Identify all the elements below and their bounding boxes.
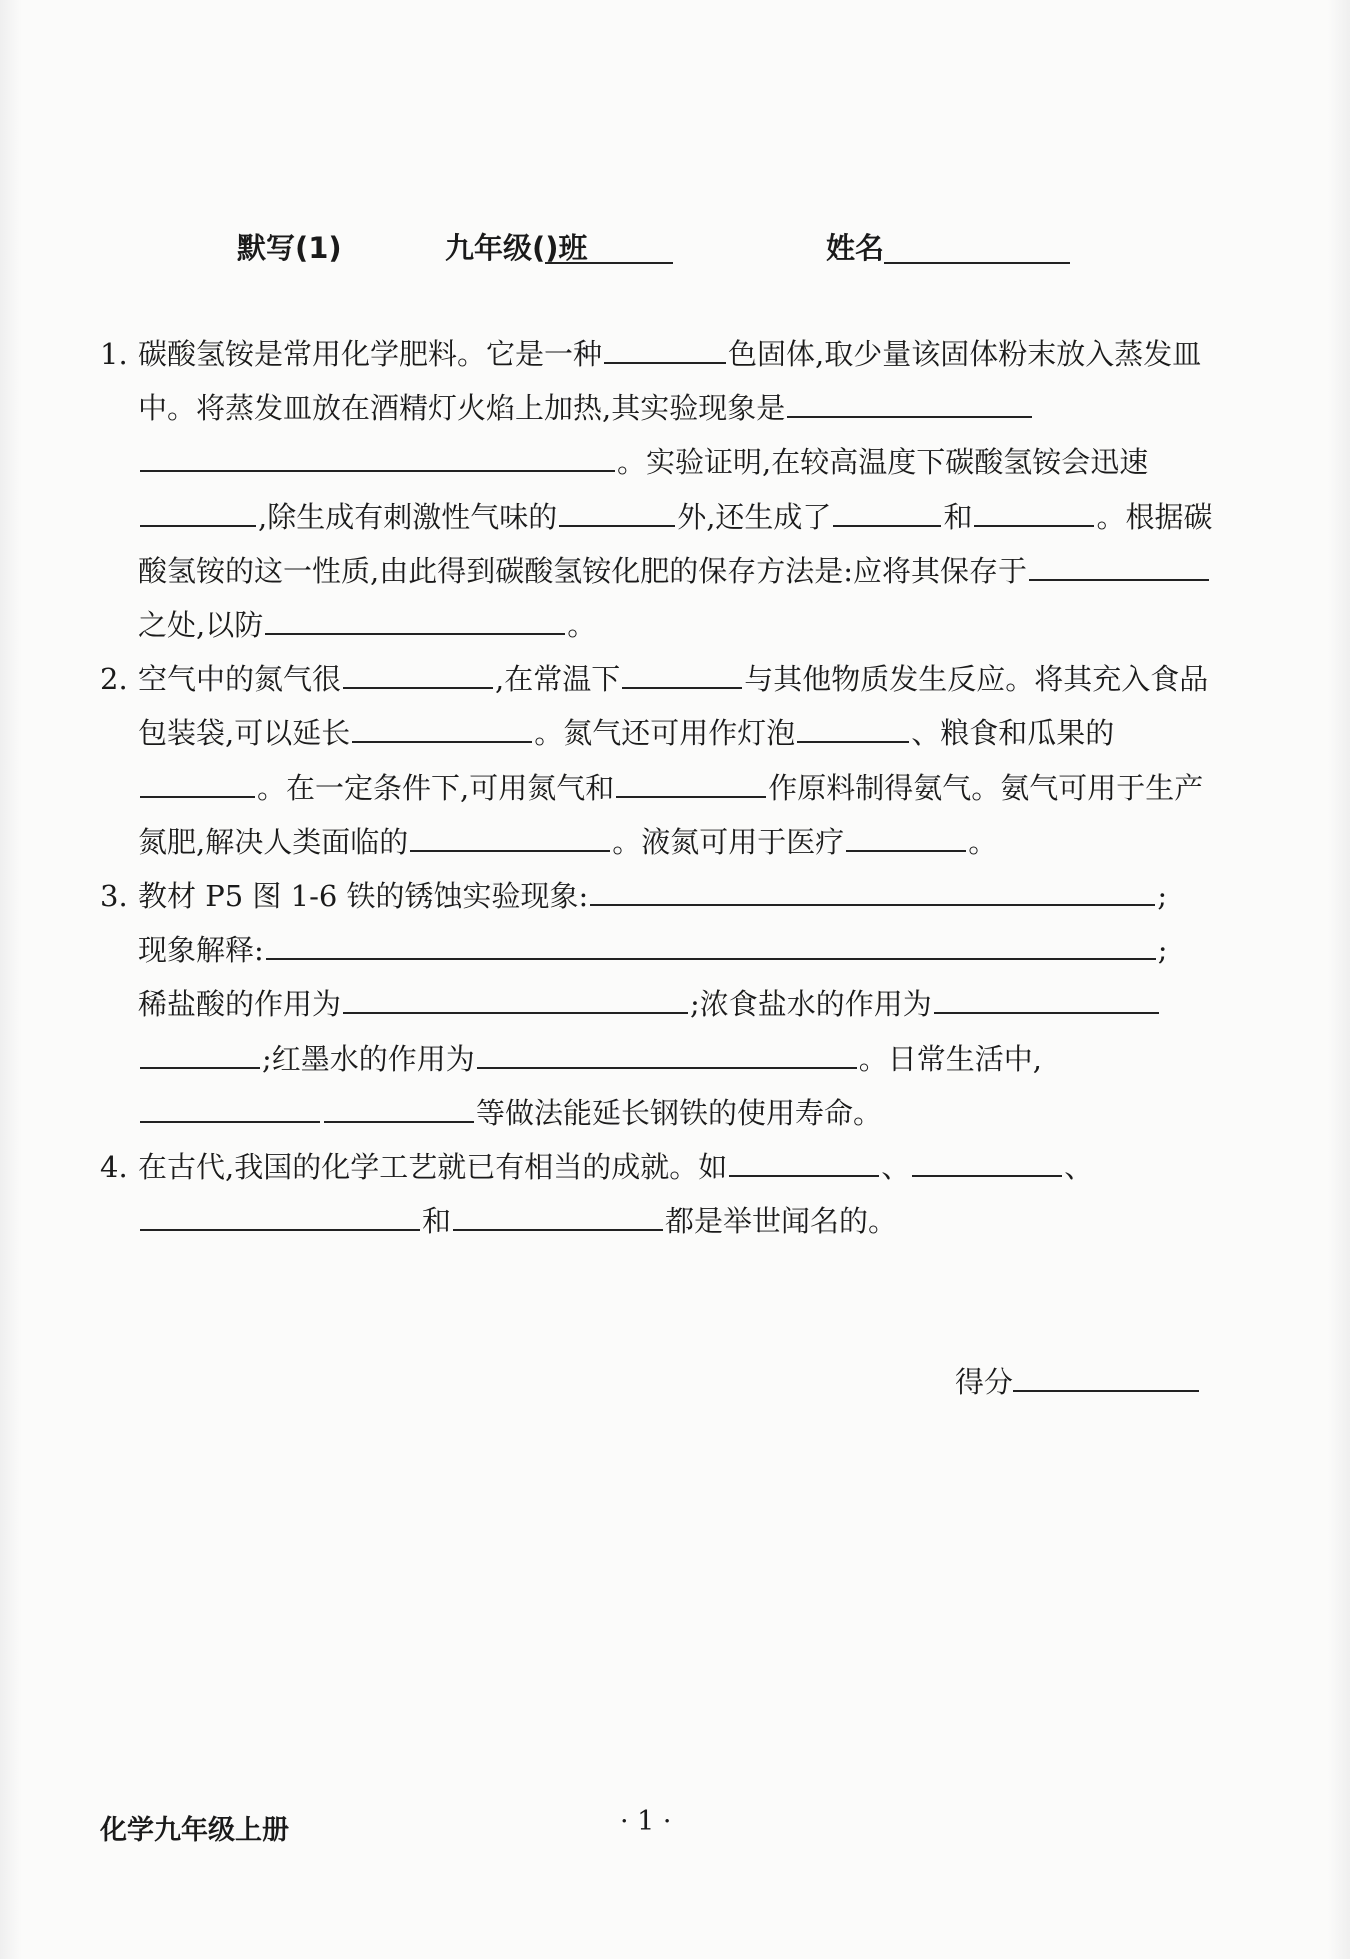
answer-blank[interactable] <box>559 501 675 527</box>
name-label: 姓名 <box>826 231 885 265</box>
scan-edge-right <box>1328 0 1350 1959</box>
answer-blank[interactable] <box>934 988 1159 1014</box>
question-4 <box>100 1140 1220 1248</box>
question-text: 。在一定条件下,可用氮气和 <box>257 770 615 805</box>
name-field <box>826 226 884 267</box>
question-text: 稀盐酸的作用为 <box>138 987 342 1022</box>
answer-blank[interactable] <box>140 446 615 472</box>
question-text: 。根据碳酸氢铵的这一性质,由此得到碳酸氢铵化肥的保存方法是:应将其保存于 <box>138 499 1213 588</box>
question-text: 。实验证明,在较高温度下碳酸氢铵会迅速 <box>617 445 1149 480</box>
question-number: 3. <box>100 879 128 914</box>
question-text: 、 <box>1064 1150 1094 1185</box>
class-field <box>445 226 588 267</box>
answer-blank[interactable] <box>410 826 610 852</box>
answer-blank[interactable] <box>352 717 532 743</box>
answer-blank[interactable] <box>324 1097 474 1123</box>
question-text: 作原料制得氨气。氨气可用于生产氮肥,解决人类面临的 <box>138 770 1204 859</box>
answer-blank[interactable] <box>477 1043 857 1069</box>
grade-suffix: )班 <box>545 231 588 265</box>
answer-blank[interactable] <box>604 338 726 364</box>
question-2 <box>100 652 1220 869</box>
page-number: · 1 · <box>620 1806 672 1837</box>
answer-blank[interactable] <box>140 1043 260 1069</box>
answer-blank[interactable] <box>974 501 1094 527</box>
question-text: ; <box>1157 933 1168 968</box>
question-text: 等做法能延长钢铁的使用寿命。 <box>476 1095 883 1130</box>
question-text: ,除生成有刺激性气味的 <box>258 499 558 534</box>
question-text: 与其他物质发生反应。将其充入食品包装袋,可以延长 <box>138 662 1209 751</box>
answer-blank[interactable] <box>140 772 255 798</box>
question-text: ; <box>1157 879 1168 914</box>
question-text: 空气中的氮气很 <box>138 662 342 697</box>
question-number: 4. <box>100 1150 128 1185</box>
question-text: 、粮食和瓜果的 <box>911 716 1115 751</box>
question-text: 和 <box>422 1204 452 1239</box>
question-text: 、 <box>881 1150 911 1185</box>
question-text: 之处,以防 <box>138 608 264 643</box>
questions-section <box>100 327 1220 1248</box>
grade-prefix: 九年级( <box>445 231 546 265</box>
answer-blank[interactable] <box>590 880 1155 906</box>
answer-blank[interactable] <box>453 1205 663 1231</box>
question-text: 色固体,取少量该固体粉末放入蒸发皿中。将蒸发皿放在酒精灯火焰上加热,其实验现象是 <box>138 337 1202 426</box>
question-text: 。 <box>968 824 998 859</box>
answer-blank[interactable] <box>1029 555 1209 581</box>
score-blank[interactable] <box>1013 1366 1199 1392</box>
question-text: 。氮气还可用作灯泡 <box>534 716 796 751</box>
question-text: 在古代,我国的化学工艺就已有相当的成就。如 <box>138 1150 728 1185</box>
question-number: 2. <box>100 662 128 697</box>
answer-blank[interactable] <box>140 501 256 527</box>
book-title: 化学九年级上册 <box>100 1815 289 1846</box>
question-text: 外,还生成了 <box>677 499 832 534</box>
question-number: 1. <box>100 337 128 371</box>
score-label: 得分 <box>955 1365 1014 1399</box>
answer-blank[interactable] <box>140 1205 420 1231</box>
answer-blank[interactable] <box>787 392 1032 418</box>
answer-blank[interactable] <box>729 1151 879 1177</box>
answer-blank[interactable] <box>833 501 941 527</box>
question-text: 和 <box>943 499 973 534</box>
question-text: ;浓食盐水的作用为 <box>690 987 932 1022</box>
name-blank[interactable] <box>884 234 1070 264</box>
question-text: 现象解释: <box>138 933 264 968</box>
question-text: ;红墨水的作用为 <box>262 1041 475 1076</box>
question-text: 教材 P5 图 1-6 铁的锈蚀实验现象: <box>138 879 589 914</box>
question-text: 。液氮可用于医疗 <box>612 824 845 859</box>
answer-blank[interactable] <box>622 663 742 689</box>
answer-blank[interactable] <box>140 1097 320 1123</box>
answer-blank[interactable] <box>266 934 1156 960</box>
answer-blank[interactable] <box>265 609 565 635</box>
question-text: 都是举世闻名的。 <box>665 1204 898 1239</box>
question-text: 。 <box>567 608 597 643</box>
question-text: 碳酸氢铵是常用化学肥料。它是一种 <box>138 337 603 371</box>
answer-blank[interactable] <box>343 663 493 689</box>
scan-edge-left <box>0 0 22 1959</box>
answer-blank[interactable] <box>846 826 966 852</box>
class-blank[interactable] <box>545 234 673 264</box>
answer-blank[interactable] <box>912 1151 1062 1177</box>
question-3 <box>100 869 1220 1140</box>
worksheet-header <box>0 218 1350 274</box>
worksheet-title: 默写(1) <box>237 231 342 265</box>
score-field <box>955 1360 1199 1401</box>
question-1 <box>100 327 1220 652</box>
question-text: ,在常温下 <box>495 662 621 697</box>
question-text: 。日常生活中, <box>858 1041 1042 1076</box>
answer-blank[interactable] <box>616 772 766 798</box>
answer-blank[interactable] <box>343 988 688 1014</box>
answer-blank[interactable] <box>797 717 909 743</box>
